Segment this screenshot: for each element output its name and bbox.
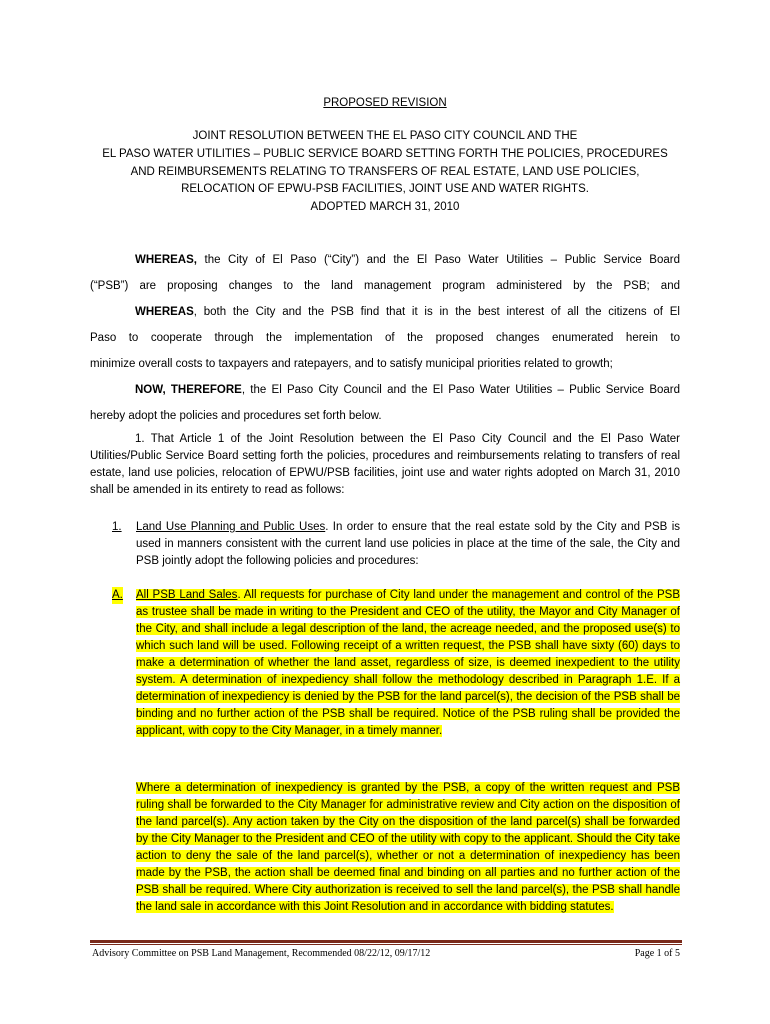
section-a [112,587,680,740]
section-text: . All requests for purchase of City land under the management and control of the PSB as trustee shall be made in writing to the President and CEO of the utility, the Mayor and City Manager of the City, and shall include a legal description of the land, the acreage needed, and the proposed use(s) to which such land will be used. Following receipt of a written request, the PSB shall have sixty (60) days to make a determination of whether the land asset, regardless of size, is deemed inexpedient to the utility system. A determination of inexpediency shall follow the methodology described in Paragraph 1.E. If a determination of inexpediency is denied by the PSB for the land parcel(s), the decision of the PSB shall be binding and no further action of the PSB shall be required. Notice of the PSB ruling shall be provided the applicant, with copy to the City Manager, in a timely manner. [136,589,680,737]
therefore-line-2: hereby adopt the policies and procedures set forth below. [90,410,382,422]
whereas-1-line-2: (“PSB”) are proposing changes to the land management program administered by the PSB; and [90,280,680,292]
whereas-1-line-1: WHEREAS, the City of El Paso (“City”) and the El Paso Water Utilities – Public Service Board [135,254,680,266]
whereas-2-line-1: WHEREAS, both the City and the PSB find that it is in the best interest of all the citizens of El [135,306,680,318]
therefore-line-1: NOW, THEREFORE, the El Paso City Council and the El Paso Water Utilities – Public Service Board [135,384,681,396]
document-title: PROPOSED REVISION [323,97,447,109]
section-heading: Land Use Planning and Public Uses [136,521,326,533]
resolution-line: AND REIMBURSEMENTS RELATING TO TRANSFERS OF REAL ESTATE, LAND USE POLICIES, [130,165,640,178]
inexpediency-paragraph: Where a determination of inexpediency is granted by the PSB, a copy of the written request and PSB ruling shall be forwarded to the City Manager for administrative review and City action on the disposition of the land parcel(s). Any action taken by the City on the disposition of the land parcel(s) shall be forwarded by the City Manager to the President and CEO of the utility with copy to the applicant. Should the City take action to deny the sale of the land parcel(s), whether or not a determination of inexpediency has been made by the PSB, the action shall be deemed final and binding on all parties and no further action of the PSB shall be required. Where City authorization is received to sell the land parcel(s), the PSB shall handle the land sale in accordance with this Joint Resolution and in accordance with bidding statutes. [136,782,680,913]
footer-rule-thin [90,944,682,945]
section-text: . In order to ensure that the real estate sold by the City and PSB is used in manners consistent with the current land use policies in place at the time of the sale, the City and PSB jointly adopt the following policies and procedures: [136,521,680,567]
section-1 [112,519,680,570]
resolution-line: EL PASO WATER UTILITIES – PUBLIC SERVICE BOARD SETTING FORTH THE POLICIES, PROCEDURES [102,147,668,160]
whereas-2-line-2: Paso to cooperate through the implementation of the proposed changes enumerated herein to [90,332,680,344]
paragraph-1: 1. That Article 1 of the Joint Resolution between the El Paso City Council and the El Paso Water Utilities/Public Service Board setting forth the policies, procedures and reimbursements relating to transfers of real estate, land use policies, relocation of EPWU/PSB facilities, joint use and water rights adopted on March 31, 2010 shall be amended in its entirety to read as follows: [90,433,680,496]
page-number: Page 1 of 5 [634,948,680,959]
resolution-line: RELOCATION OF EPWU-PSB FACILITIES, JOINT USE AND WATER RIGHTS. [181,183,589,196]
section-heading: All PSB Land Sales [136,589,238,601]
resolution-line: ADOPTED MARCH 31, 2010 [310,201,460,214]
whereas-2-line-3: minimize overall costs to taxpayers and ratepayers, and to satisfy municipal priorities related to growth; [90,358,613,370]
section-number: 1. [112,521,122,533]
section-letter: A. [112,587,123,604]
recitals [90,247,680,429]
footer-rule [90,940,682,943]
resolution-heading [0,128,770,217]
footer-note: Advisory Committee on PSB Land Management, Recommended 08/22/12, 09/17/12 [92,948,431,959]
resolution-line: JOINT RESOLUTION BETWEEN THE EL PASO CITY COUNCIL AND THE [192,130,578,142]
